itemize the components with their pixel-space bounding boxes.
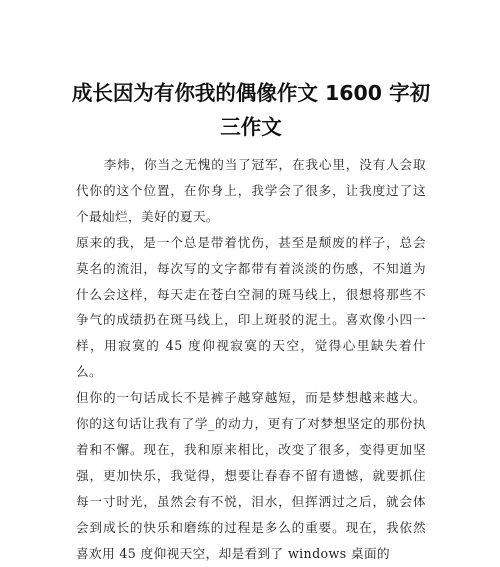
paragraph: 李炜，你当之无愧的当了冠军，在我心里，没有人会取代你的这个位置，在你身上，我学会了很多，让我度过了这个最灿烂，美好的夏天。 bbox=[76, 157, 426, 224]
paragraph: 原来的我，是一个总是带着忧伤，甚至是颓废的样子，总会莫名的流泪，每次写的文字都带有着淡淡的伤感，不知道为什么会这样，每天走在苍白空洞的斑马线上，很想将那些不争气的成绩扔在斑马线上，印上斑驳的泥土。喜欢像小四一样，用寂寞的 45 度仰视寂寞的天空，觉得心里缺失着什么。 bbox=[76, 234, 426, 380]
document-title: 成长因为有你我的偶像作文 1600 字初三作文 bbox=[71, 81, 431, 139]
paragraph: 但你的一句话成长不是裤子越穿越短，而是梦想越来越大。你的这句话让我有了学_的动力，更有了对梦想坚定的那份执着和不懈。现在，我和原来相比，改变了很多，变得更加坚强，更加快乐，我觉得，想要让春春不留有遗憾，就要抓住每一寸时光，虽然会有不悦，泪水，但挥洒过之后，就会体会到成长的快乐和磨练的过程是多么的重要。现在，我依然喜欢用 45 度仰视天空，却是看到了 windows 桌面的 bbox=[76, 390, 426, 561]
document-body bbox=[76, 152, 426, 567]
